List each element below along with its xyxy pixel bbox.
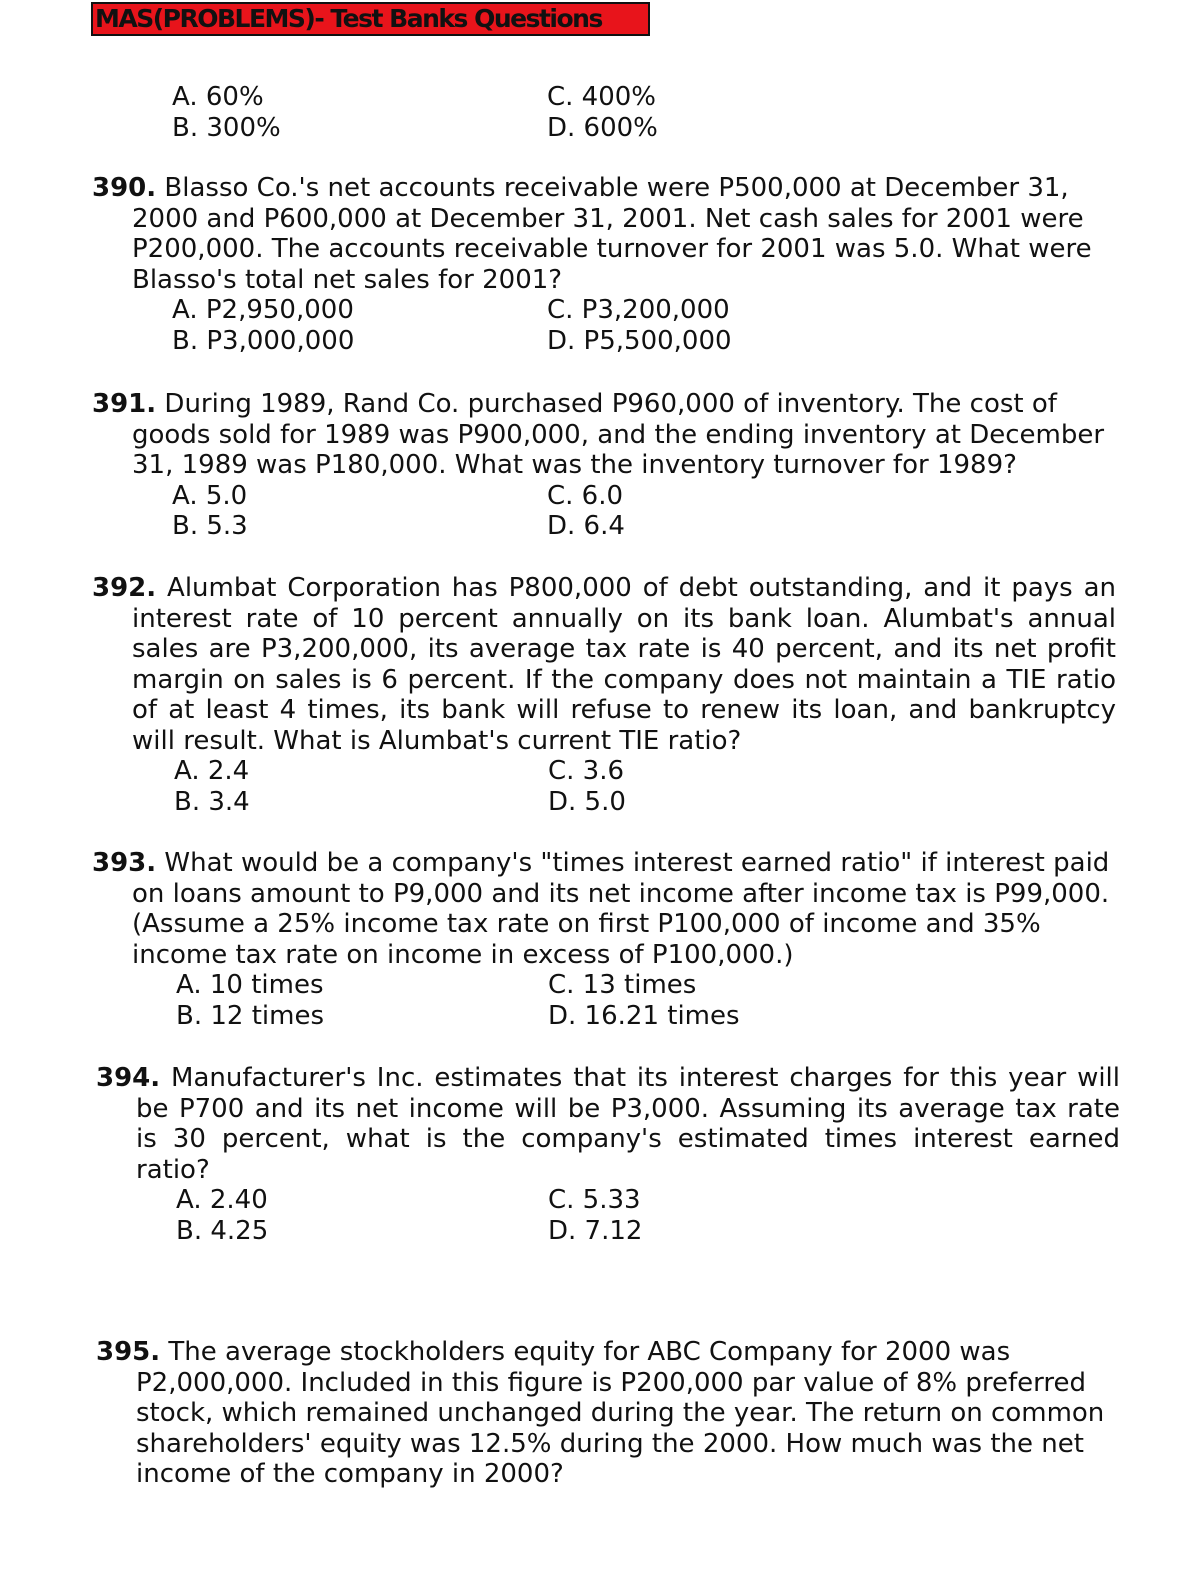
choice-b: B. 12 times xyxy=(176,1000,325,1031)
choice-c: C. P3,200,000 xyxy=(547,295,730,325)
question-text: Blasso Co.'s net accounts receivable were P500,000 at December 31, 2000 and P600,000 at December 31, 2001. Net cash sales for 2001 were P200,000. The accounts receivable turnover for 2001 was 5.0. What were Blasso's total net sales for 2001? xyxy=(132,173,1092,295)
choice-c: C. 13 times xyxy=(548,970,697,1000)
top-choices-left xyxy=(172,82,281,143)
choice-c: C. 400% xyxy=(547,82,657,112)
question-stem xyxy=(92,173,1112,295)
choice-b: B. 5.3 xyxy=(172,511,248,541)
question-number: 392. xyxy=(92,573,157,603)
choice-d: D. 5.0 xyxy=(548,786,626,817)
question-391 xyxy=(92,389,1122,542)
choice-a: A. 10 times xyxy=(176,970,324,1000)
answer-choices xyxy=(92,295,1112,356)
answer-choices xyxy=(92,756,1116,817)
question-stem xyxy=(92,848,1116,970)
question-390 xyxy=(92,173,1112,356)
question-393 xyxy=(92,848,1116,1031)
choice-c: C. 6.0 xyxy=(547,480,624,511)
answer-choices xyxy=(92,970,1116,1031)
question-number: 395. xyxy=(96,1337,161,1367)
choice-c: C. 5.33 xyxy=(548,1185,641,1215)
question-stem xyxy=(96,1337,1106,1490)
question-number: 394. xyxy=(96,1063,161,1093)
question-stem xyxy=(96,1063,1120,1185)
question-text: Manufacturer's Inc. estimates that its interest charges for this year will be P700 and its net income will be P3,000. Assuming its average tax rate is 30 percent, what is the company's estimated times interest earned ratio? xyxy=(136,1063,1121,1185)
choice-b: B. 3.4 xyxy=(174,786,250,817)
question-394 xyxy=(96,1063,1120,1246)
choice-d: D. 600% xyxy=(547,112,658,143)
question-text: What would be a company's "times interest earned ratio" if interest paid on loans amount to P9,000 and its net income after income tax is P99,000. (Assume a 25% income tax rate on first P100,000 of income and 35% income tax rate on income in excess of P100,000.) xyxy=(132,848,1110,970)
question-395 xyxy=(96,1337,1106,1490)
question-number: 391. xyxy=(92,389,157,419)
choice-b: B. 300% xyxy=(172,112,281,143)
question-text: The average stockholders equity for ABC Company for 2000 was P2,000,000. Included in this figure is P200,000 par value of 8% preferred stock, which remained unchanged during the year. The return on common shareholders' equity was 12.5% during the 2000. How much was the net income of the company in 2000? xyxy=(136,1337,1105,1489)
choice-a: A. 2.40 xyxy=(176,1185,268,1215)
question-text: During 1989, Rand Co. purchased P960,000 of inventory. The cost of goods sold for 1989 was P900,000, and the ending inventory at December 31, 1989 was P180,000. What was the inventory turnover for 1989? xyxy=(132,389,1105,480)
question-392 xyxy=(92,573,1116,817)
question-stem xyxy=(92,573,1116,756)
choice-a: A. 5.0 xyxy=(172,480,248,511)
choice-b: B. P3,000,000 xyxy=(172,325,355,356)
choice-d: D. P5,500,000 xyxy=(547,325,732,356)
answer-choices xyxy=(96,1185,1120,1246)
choice-d: D. 6.4 xyxy=(547,511,625,541)
answer-choices xyxy=(92,481,1122,542)
question-number: 393. xyxy=(92,848,157,878)
choice-a: A. P2,950,000 xyxy=(172,295,354,325)
document-header: MAS(PROBLEMS)- Test Banks Questions xyxy=(91,2,650,36)
choice-d: D. 7.12 xyxy=(548,1215,643,1246)
choice-d: D. 16.21 times xyxy=(548,1000,740,1031)
question-number: 390. xyxy=(92,173,157,203)
choice-c: C. 3.6 xyxy=(548,756,625,786)
choice-a: A. 2.4 xyxy=(174,756,250,786)
question-stem xyxy=(92,389,1122,481)
choice-b: B. 4.25 xyxy=(176,1215,269,1246)
choice-a: A. 60% xyxy=(172,82,264,112)
question-text: Alumbat Corporation has P800,000 of debt outstanding, and it pays an interest rate of 10 percent annually on its bank loan. Alumbat's annual sales are P3,200,000, its average tax rate is 40 percent, and its net profit margin on sales is 6 percent. If the company does not maintain a TIE ratio of at least 4 times, its bank will refuse to renew its loan, and bankruptcy will result. What is Alumbat's current TIE ratio? xyxy=(132,573,1116,756)
top-choices-right xyxy=(547,82,658,143)
